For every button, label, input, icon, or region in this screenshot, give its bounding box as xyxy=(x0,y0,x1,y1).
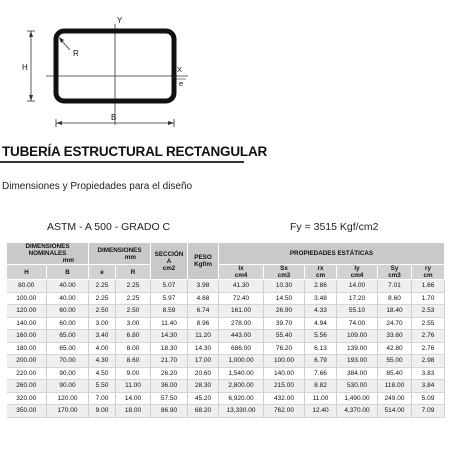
table-cell: 200.00 xyxy=(7,355,47,368)
table-row xyxy=(7,392,445,405)
table-cell: 11.00 xyxy=(116,380,151,393)
subheader-sx: Sx cm3 xyxy=(264,265,305,280)
table-row xyxy=(7,342,445,355)
table-row xyxy=(7,330,445,343)
table-cell: 1.70 xyxy=(412,292,445,305)
table-cell: 26.90 xyxy=(264,305,305,318)
table-cell: 80.00 xyxy=(7,280,47,293)
fy-spec: Fy = 3515 Kgf/cm2 xyxy=(290,221,379,233)
table-cell: 18.40 xyxy=(378,305,412,318)
table-cell: 6.13 xyxy=(305,342,337,355)
table-cell: 5.97 xyxy=(151,292,188,305)
table-cell: 60.00 xyxy=(47,305,89,318)
subheader-sy: Sy cm3 xyxy=(378,265,412,280)
table-cell: 72.40 xyxy=(219,292,264,305)
table-cell: 2.53 xyxy=(412,305,445,318)
table-cell: 8.60 xyxy=(378,292,412,305)
header-dim-nominales: DIMENSIONES NOMINALES mm xyxy=(7,243,89,265)
table-cell: 7.09 xyxy=(412,405,445,418)
table-cell: 8.59 xyxy=(151,305,188,318)
label-e: e xyxy=(179,79,184,88)
cross-section-diagram xyxy=(0,0,452,140)
table-cell: 220.00 xyxy=(7,367,47,380)
table-cell: 443.00 xyxy=(219,330,264,343)
table-cell: 7.00 xyxy=(89,392,116,405)
table-cell: 6.80 xyxy=(116,330,151,343)
table-cell: 514.00 xyxy=(378,405,412,418)
table-cell: 11.40 xyxy=(151,317,188,330)
table-cell: 3.40 xyxy=(89,330,116,343)
table-cell: 85.40 xyxy=(378,367,412,380)
table-row xyxy=(7,280,445,293)
label-x: X xyxy=(177,65,183,74)
table-cell: 120.00 xyxy=(47,392,89,405)
table-cell: 1,540.00 xyxy=(219,367,264,380)
table-cell: 686.00 xyxy=(219,342,264,355)
table-row xyxy=(7,367,445,380)
subheader-h: H xyxy=(7,265,47,280)
table-cell: 39.70 xyxy=(264,317,305,330)
table-cell: 2.50 xyxy=(89,305,116,318)
table-cell: 90.00 xyxy=(47,367,89,380)
table-cell: 118.00 xyxy=(378,380,412,393)
table-cell: 6.74 xyxy=(188,305,219,318)
table-cell: 9.00 xyxy=(116,367,151,380)
table-row xyxy=(7,292,445,305)
table-cell: 3.84 xyxy=(412,380,445,393)
table-cell: 14.50 xyxy=(264,292,305,305)
table-cell: 120.00 xyxy=(7,305,47,318)
table-cell: 68.20 xyxy=(188,405,219,418)
subheader-e: e xyxy=(89,265,116,280)
table-cell: 4.33 xyxy=(305,305,337,318)
table-row xyxy=(7,355,445,368)
table-cell: 41.30 xyxy=(219,280,264,293)
table-cell: 4.50 xyxy=(89,367,116,380)
properties-table xyxy=(6,242,445,418)
table-cell: 11.20 xyxy=(188,330,219,343)
table-cell: 14.00 xyxy=(337,280,378,293)
table-cell: 100.00 xyxy=(7,292,47,305)
header-seccion: SECCIÓN A cm2 xyxy=(151,243,188,280)
table-cell: 2.25 xyxy=(89,280,116,293)
table-cell: 60.00 xyxy=(47,317,89,330)
table-cell: 3.83 xyxy=(412,367,445,380)
table-cell: 260.00 xyxy=(7,380,47,393)
subheader-rx: rx cm xyxy=(305,265,337,280)
table-cell: 5.07 xyxy=(151,280,188,293)
table-cell: 8.00 xyxy=(116,342,151,355)
table-cell: 86.90 xyxy=(151,405,188,418)
table-cell: 2,800.00 xyxy=(219,380,264,393)
table-cell: 109.00 xyxy=(337,330,378,343)
table-cell: 140.00 xyxy=(264,367,305,380)
table-cell: 57.50 xyxy=(151,392,188,405)
table-cell: 193.00 xyxy=(337,355,378,368)
table-cell: 40.00 xyxy=(47,292,89,305)
table-cell: 20.60 xyxy=(188,367,219,380)
table-cell: 18.30 xyxy=(151,342,188,355)
table-cell: 278.00 xyxy=(219,317,264,330)
table-cell: 5.56 xyxy=(305,330,337,343)
table-cell: 7.01 xyxy=(378,280,412,293)
table-cell: 18.00 xyxy=(116,405,151,418)
table-cell: 65.00 xyxy=(47,330,89,343)
table-cell: 21.70 xyxy=(151,355,188,368)
table-cell: 139.00 xyxy=(337,342,378,355)
table-cell: 6,920.00 xyxy=(219,392,264,405)
table-cell: 4,370.00 xyxy=(337,405,378,418)
table-cell: 8.82 xyxy=(305,380,337,393)
table-cell: 5.50 xyxy=(89,380,116,393)
table-cell: 100.00 xyxy=(264,355,305,368)
table-cell: 55.10 xyxy=(337,305,378,318)
table-cell: 4.94 xyxy=(305,317,337,330)
table-cell: 14.30 xyxy=(188,342,219,355)
table-cell: 55.00 xyxy=(378,355,412,368)
subheader-b: B xyxy=(47,265,89,280)
table-cell: 55.40 xyxy=(264,330,305,343)
table-row xyxy=(7,405,445,418)
table-cell: 17.20 xyxy=(337,292,378,305)
table-cell: 2.76 xyxy=(412,330,445,343)
table-cell: 26.20 xyxy=(151,367,188,380)
table-cell: 2.86 xyxy=(305,280,337,293)
table-cell: 2.50 xyxy=(116,305,151,318)
table-cell: 1,000.00 xyxy=(219,355,264,368)
astm-spec: ASTM - A 500 - GRADO C xyxy=(47,221,171,233)
table-cell: 3.00 xyxy=(116,317,151,330)
table-cell: 140.00 xyxy=(7,317,47,330)
table-cell: 10.30 xyxy=(264,280,305,293)
table-cell: 11.00 xyxy=(305,392,337,405)
table-cell: 384.00 xyxy=(337,367,378,380)
table-cell: 249.00 xyxy=(378,392,412,405)
table-body xyxy=(7,280,445,418)
header-dimensiones: DIMENSIONES mm xyxy=(89,243,151,265)
table-cell: 40.00 xyxy=(47,280,89,293)
table-cell: 160.00 xyxy=(7,330,47,343)
table-cell: 36.00 xyxy=(151,380,188,393)
label-h: H xyxy=(22,63,28,72)
table-cell: 4.68 xyxy=(188,292,219,305)
table-cell: 4.00 xyxy=(89,342,116,355)
subheader-iy: Iy cm4 xyxy=(337,265,378,280)
table-cell: 70.00 xyxy=(47,355,89,368)
table-cell: 45.20 xyxy=(188,392,219,405)
table-cell: 762.00 xyxy=(264,405,305,418)
title-block xyxy=(0,143,452,163)
label-y: Y xyxy=(117,16,123,25)
table-cell: 2.25 xyxy=(89,292,116,305)
table-cell: 350.00 xyxy=(7,405,47,418)
table-cell: 5.09 xyxy=(412,392,445,405)
table-cell: 13,330.00 xyxy=(219,405,264,418)
table-cell: 3.98 xyxy=(188,280,219,293)
header-propiedades: PROPIEDADES ESTÁTICAS xyxy=(219,243,445,265)
table-cell: 2.98 xyxy=(412,355,445,368)
header-peso: PESO Kgf/m xyxy=(188,243,219,280)
table-row xyxy=(7,380,445,393)
table-cell: 8.60 xyxy=(116,355,151,368)
table-cell: 17.00 xyxy=(188,355,219,368)
table-cell: 6.79 xyxy=(305,355,337,368)
table-cell: 161.00 xyxy=(219,305,264,318)
table-cell: 24.70 xyxy=(378,317,412,330)
table-cell: 3.48 xyxy=(305,292,337,305)
subheader-ry: ry cm xyxy=(412,265,445,280)
table-cell: 530.00 xyxy=(337,380,378,393)
table-cell: 2.25 xyxy=(116,280,151,293)
label-b: B xyxy=(111,113,117,122)
label-r: R xyxy=(73,49,79,58)
table-cell: 7.66 xyxy=(305,367,337,380)
table-cell: 12.40 xyxy=(305,405,337,418)
table-cell: 2.76 xyxy=(412,342,445,355)
table-cell: 432.00 xyxy=(264,392,305,405)
subheader-ix: Ix cm4 xyxy=(219,265,264,280)
table-cell: 4.30 xyxy=(89,355,116,368)
table-cell: 28.30 xyxy=(188,380,219,393)
table-cell: 1.66 xyxy=(412,280,445,293)
table-cell: 170.00 xyxy=(47,405,89,418)
table-cell: 33.60 xyxy=(378,330,412,343)
table-cell: 215.00 xyxy=(264,380,305,393)
table-cell: 2.55 xyxy=(412,317,445,330)
subtitle: Dimensiones y Propiedades para el diseño xyxy=(2,181,193,192)
table-cell: 8.96 xyxy=(188,317,219,330)
table-cell: 14.30 xyxy=(151,330,188,343)
table-cell: 14.00 xyxy=(116,392,151,405)
table-cell: 90.00 xyxy=(47,380,89,393)
table-cell: 2.25 xyxy=(116,292,151,305)
subheader-r: R xyxy=(116,265,151,280)
table-cell: 76.20 xyxy=(264,342,305,355)
title-underline xyxy=(0,161,244,163)
table-row xyxy=(7,305,445,318)
table-cell: 74.00 xyxy=(337,317,378,330)
table-cell: 65.00 xyxy=(47,342,89,355)
table-row xyxy=(7,317,445,330)
table-cell: 320.00 xyxy=(7,392,47,405)
table-cell: 42.80 xyxy=(378,342,412,355)
table-cell: 9.00 xyxy=(89,405,116,418)
page-title: TUBERÍA ESTRUCTURAL RECTANGULAR xyxy=(2,144,268,159)
table-cell: 3.00 xyxy=(89,317,116,330)
table-cell: 180.00 xyxy=(7,342,47,355)
table-cell: 1,490.00 xyxy=(337,392,378,405)
